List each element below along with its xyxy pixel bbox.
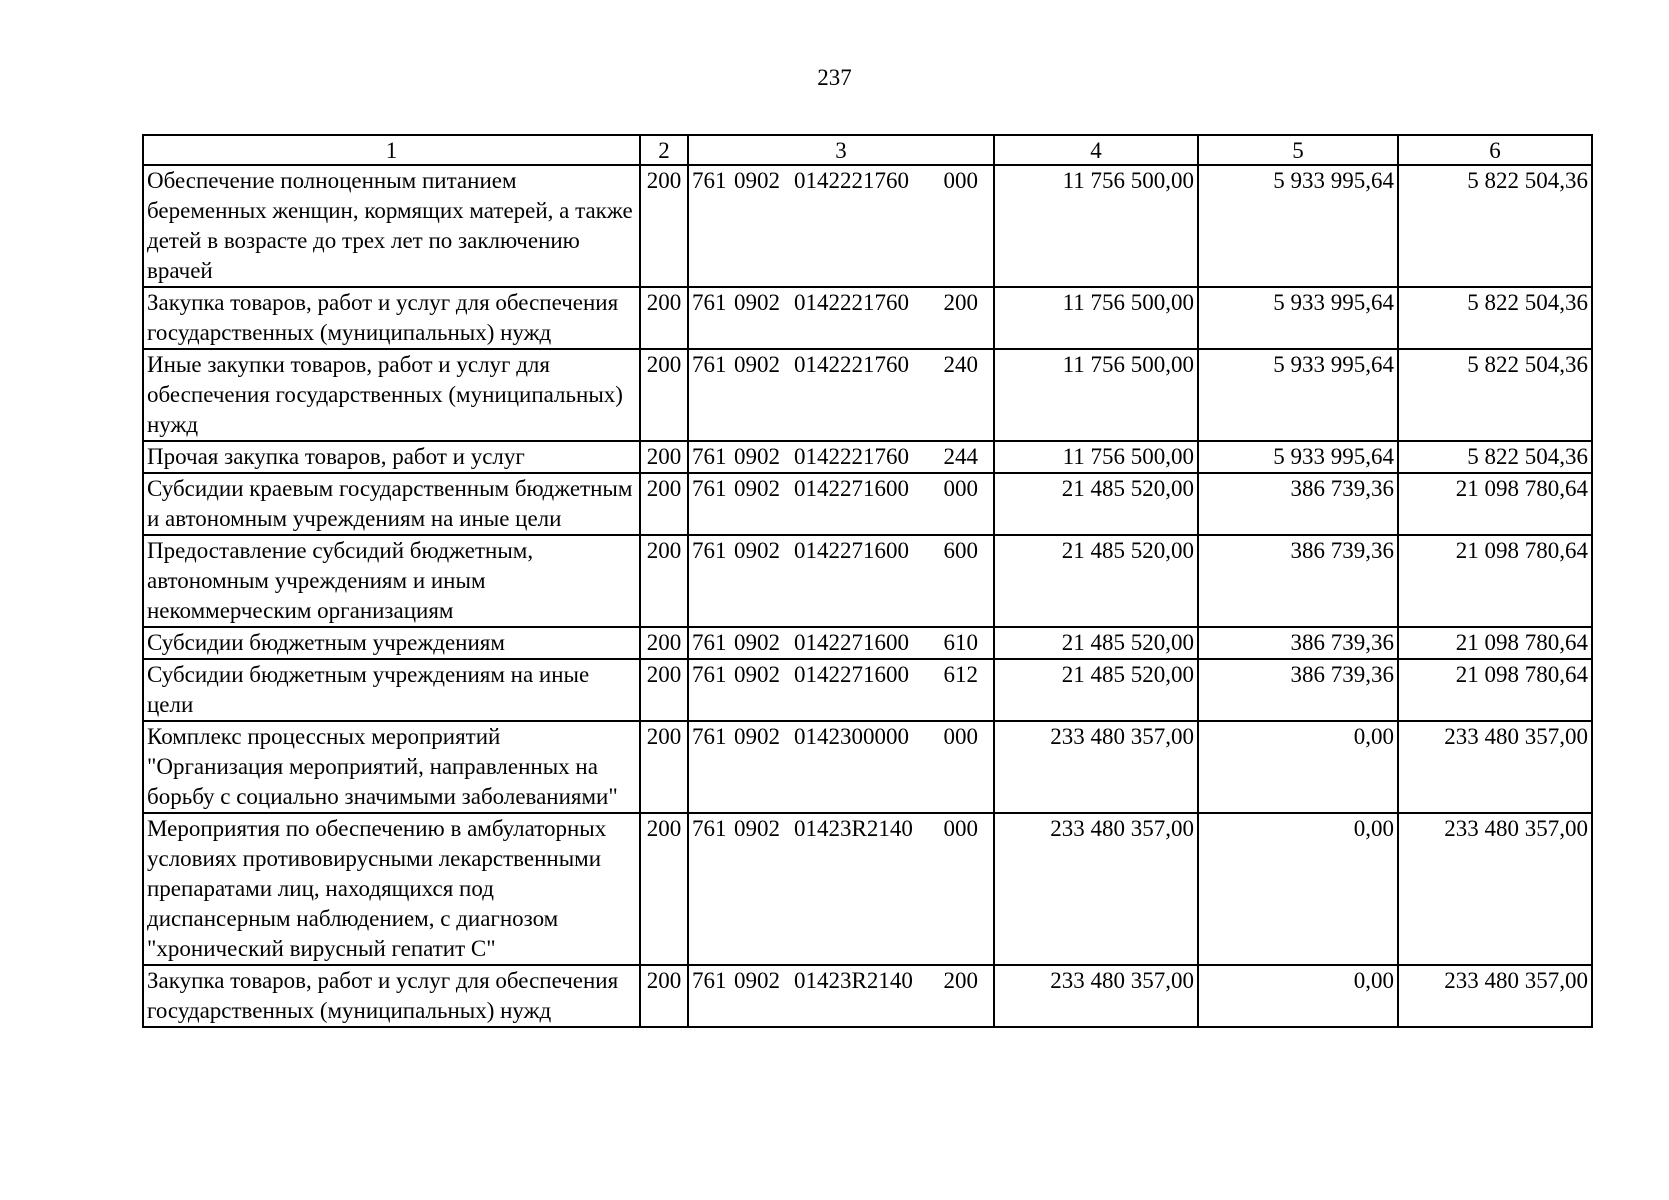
row-name: Закупка товаров, работ и услуг для обеспечения государственных (муниципальных) нужд: [143, 965, 640, 1027]
row-col4: 21 485 520,00: [994, 659, 1198, 721]
row-col6: 233 480 357,00: [1398, 813, 1592, 965]
row-col5: 5 933 995,64: [1198, 349, 1398, 441]
row-name: Иные закупки товаров, работ и услуг для обеспечения государственных (муниципальных) нужд: [143, 349, 640, 441]
code-segment: 0902: [734, 476, 780, 501]
page-number: 237: [817, 65, 852, 90]
column-header: 1: [143, 135, 640, 165]
column-header: 2: [640, 135, 688, 165]
table-row: [143, 349, 1592, 441]
code-segment: 200: [943, 290, 978, 315]
row-col4: 233 480 357,00: [994, 721, 1198, 813]
code-segment: 0902: [734, 968, 780, 993]
code-segment: 761: [692, 168, 727, 193]
table-row: [143, 287, 1592, 349]
row-name: Субсидии бюджетным учреждениям на иные цели: [143, 659, 640, 721]
code-segment: 761: [692, 476, 727, 501]
code-segment: 000: [943, 816, 978, 841]
row-col2: 200: [640, 287, 688, 349]
row-col4: 233 480 357,00: [994, 813, 1198, 965]
row-name: Обеспечение полноценным питанием беременных женщин, кормящих матерей, а также детей в возрасте до трех лет по заключению врачей: [143, 165, 640, 287]
row-col5: 5 933 995,64: [1198, 165, 1398, 287]
code-segment: 761: [692, 352, 727, 377]
row-col5: 0,00: [1198, 965, 1398, 1027]
row-name: Субсидии бюджетным учреждениям: [143, 627, 640, 659]
row-col5: 386 739,36: [1198, 627, 1398, 659]
row-col6: 21 098 780,64: [1398, 659, 1592, 721]
row-col2: 200: [640, 965, 688, 1027]
table-row: [143, 473, 1592, 535]
row-code: [688, 659, 994, 721]
code-segment: 200: [943, 968, 978, 993]
code-segment: 0142271600: [794, 662, 909, 687]
code-segment: 0902: [734, 816, 780, 841]
table-row: [143, 965, 1592, 1027]
column-header: 3: [688, 135, 994, 165]
code-segment: 761: [692, 662, 727, 687]
code-segment: 0142271600: [794, 630, 909, 655]
row-code: [688, 441, 994, 473]
row-code: [688, 627, 994, 659]
column-header: 5: [1198, 135, 1398, 165]
row-col5: 386 739,36: [1198, 659, 1398, 721]
row-col6: 5 822 504,36: [1398, 287, 1592, 349]
row-col4: 11 756 500,00: [994, 165, 1198, 287]
code-segment: 0902: [734, 630, 780, 655]
row-col6: 21 098 780,64: [1398, 535, 1592, 627]
row-code: [688, 965, 994, 1027]
row-col4: 21 485 520,00: [994, 473, 1198, 535]
row-col5: 386 739,36: [1198, 473, 1398, 535]
row-col2: 200: [640, 535, 688, 627]
row-name: Мероприятия по обеспечению в амбулаторных условиях противовирусными лекарственными препаратами лиц, находящихся под диспансерным наблюдением, с диагнозом "хронический вирусный гепатит С": [143, 813, 640, 965]
code-segment: 0902: [734, 352, 780, 377]
code-segment: 600: [943, 538, 978, 563]
row-col2: 200: [640, 165, 688, 287]
code-segment: 0142221760: [794, 168, 909, 193]
code-segment: 761: [692, 290, 727, 315]
row-code: [688, 349, 994, 441]
row-col5: 0,00: [1198, 813, 1398, 965]
table-row: [143, 813, 1592, 965]
row-col5: 5 933 995,64: [1198, 441, 1398, 473]
table-row: [143, 165, 1592, 287]
row-col6: 21 098 780,64: [1398, 627, 1592, 659]
code-segment: 0902: [734, 724, 780, 749]
code-segment: 000: [943, 168, 978, 193]
code-segment: 761: [692, 538, 727, 563]
code-segment: 0902: [734, 290, 780, 315]
code-segment: 000: [943, 724, 978, 749]
row-col5: 5 933 995,64: [1198, 287, 1398, 349]
table-body: [143, 165, 1592, 1027]
row-col5: 0,00: [1198, 721, 1398, 813]
code-segment: 0902: [734, 444, 780, 469]
code-segment: 244: [943, 444, 978, 469]
code-segment: 0142271600: [794, 476, 909, 501]
row-col2: 200: [640, 813, 688, 965]
row-name: Прочая закупка товаров, работ и услуг: [143, 441, 640, 473]
table-row: [143, 659, 1592, 721]
row-col2: 200: [640, 627, 688, 659]
row-col4: 233 480 357,00: [994, 965, 1198, 1027]
code-segment: 01423R2140: [794, 816, 913, 841]
row-code: [688, 721, 994, 813]
table-row: [143, 441, 1592, 473]
row-col2: 200: [640, 721, 688, 813]
table-row: [143, 627, 1592, 659]
code-segment: 0902: [734, 662, 780, 687]
row-col6: 233 480 357,00: [1398, 721, 1592, 813]
row-col6: 5 822 504,36: [1398, 441, 1592, 473]
code-segment: 761: [692, 968, 727, 993]
row-col2: 200: [640, 473, 688, 535]
row-col6: 233 480 357,00: [1398, 965, 1592, 1027]
code-segment: 0902: [734, 168, 780, 193]
table-row: [143, 535, 1592, 627]
code-segment: 01423R2140: [794, 968, 913, 993]
code-segment: 761: [692, 724, 727, 749]
header-row: [143, 135, 1592, 165]
code-segment: 761: [692, 444, 727, 469]
row-col5: 386 739,36: [1198, 535, 1398, 627]
row-code: [688, 473, 994, 535]
code-segment: 0142221760: [794, 444, 909, 469]
column-header: 6: [1398, 135, 1592, 165]
row-col2: 200: [640, 349, 688, 441]
code-segment: 612: [943, 662, 978, 687]
code-segment: 610: [943, 630, 978, 655]
row-col4: 11 756 500,00: [994, 349, 1198, 441]
row-code: [688, 813, 994, 965]
row-code: [688, 165, 994, 287]
column-header: 4: [994, 135, 1198, 165]
row-col2: 200: [640, 659, 688, 721]
row-code: [688, 535, 994, 627]
row-name: Комплекс процессных мероприятий "Организация мероприятий, направленных на борьбу с социально значимыми заболеваниями": [143, 721, 640, 813]
row-col4: 11 756 500,00: [994, 287, 1198, 349]
row-col4: 21 485 520,00: [994, 535, 1198, 627]
row-col6: 21 098 780,64: [1398, 473, 1592, 535]
row-name: Закупка товаров, работ и услуг для обеспечения государственных (муниципальных) нужд: [143, 287, 640, 349]
row-col6: 5 822 504,36: [1398, 165, 1592, 287]
budget-table: [142, 134, 1593, 1028]
row-code: [688, 287, 994, 349]
row-name: Субсидии краевым государственным бюджетным и автономным учреждениям на иные цели: [143, 473, 640, 535]
code-segment: 240: [943, 352, 978, 377]
code-segment: 0142221760: [794, 290, 909, 315]
code-segment: 0142271600: [794, 538, 909, 563]
code-segment: 761: [692, 630, 727, 655]
row-name: Предоставление субсидий бюджетным, автономным учреждениям и иным некоммерческим организациям: [143, 535, 640, 627]
code-segment: 761: [692, 816, 727, 841]
code-segment: 0142221760: [794, 352, 909, 377]
row-col4: 21 485 520,00: [994, 627, 1198, 659]
table-row: [143, 721, 1592, 813]
code-segment: 0142300000: [794, 724, 909, 749]
row-col4: 11 756 500,00: [994, 441, 1198, 473]
row-col2: 200: [640, 441, 688, 473]
row-col6: 5 822 504,36: [1398, 349, 1592, 441]
code-segment: 0902: [734, 538, 780, 563]
code-segment: 000: [943, 476, 978, 501]
